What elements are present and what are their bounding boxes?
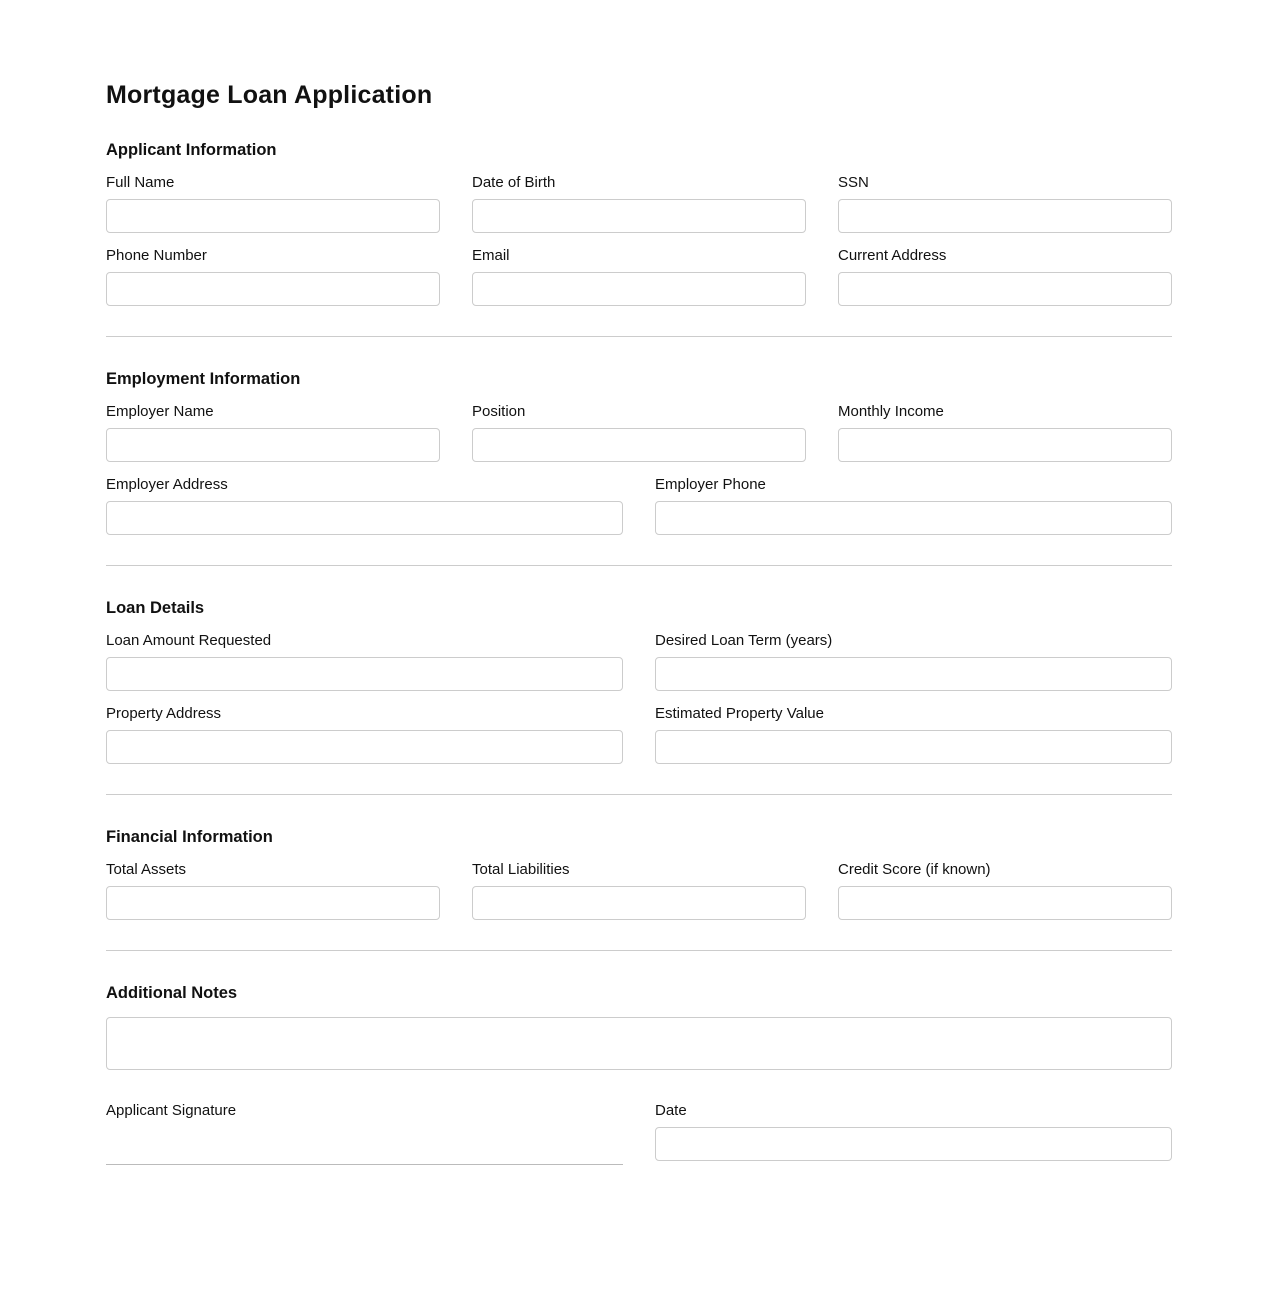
section-loan-details [106, 599, 1172, 764]
employer-phone-input[interactable] [655, 501, 1172, 535]
credit-score-input[interactable] [838, 886, 1172, 920]
section-applicant-information [106, 141, 1172, 306]
email-label: Email [472, 247, 510, 264]
employer-phone-field [655, 476, 1172, 535]
section-divider [106, 336, 1172, 337]
date-of-birth-input[interactable] [472, 199, 806, 233]
loan-row-1 [106, 632, 1172, 691]
total-liabilities-input[interactable] [472, 886, 806, 920]
employer-name-field [106, 403, 440, 462]
monthly-income-label: Monthly Income [838, 403, 944, 420]
date-of-birth-field [472, 174, 806, 233]
employment-information-heading: Employment Information [106, 370, 301, 388]
email-field [472, 247, 806, 306]
financial-information-heading: Financial Information [106, 828, 273, 846]
section-divider [106, 794, 1172, 795]
page-title: Mortgage Loan Application [106, 81, 433, 109]
monthly-income-input[interactable] [838, 428, 1172, 462]
email-input[interactable] [472, 272, 806, 306]
section-financial-information [106, 828, 1172, 920]
phone-number-label: Phone Number [106, 247, 207, 264]
full-name-label: Full Name [106, 174, 175, 191]
monthly-income-field [838, 403, 1172, 462]
loan-amount-label: Loan Amount Requested [106, 632, 272, 649]
employer-name-input[interactable] [106, 428, 440, 462]
date-input[interactable] [655, 1127, 1172, 1161]
property-value-label: Estimated Property Value [655, 705, 824, 722]
date-of-birth-label: Date of Birth [472, 174, 556, 191]
total-liabilities-label: Total Liabilities [472, 861, 570, 878]
phone-number-input[interactable] [106, 272, 440, 306]
position-field [472, 403, 806, 462]
employer-address-input[interactable] [106, 501, 623, 535]
form-container [106, 0, 1172, 1165]
total-liabilities-field [472, 861, 806, 920]
applicant-information-heading: Applicant Information [106, 141, 277, 159]
section-additional-notes [106, 984, 1172, 1070]
total-assets-input[interactable] [106, 886, 440, 920]
phone-number-field [106, 247, 440, 306]
loan-amount-input[interactable] [106, 657, 623, 691]
current-address-field [838, 247, 1172, 306]
loan-amount-field [106, 632, 623, 691]
loan-term-input[interactable] [655, 657, 1172, 691]
applicant-row-1 [106, 174, 1172, 233]
loan-row-2 [106, 705, 1172, 764]
ssn-label: SSN [838, 174, 869, 191]
employer-address-field [106, 476, 623, 535]
additional-notes-textarea[interactable] [106, 1017, 1172, 1070]
employer-address-label: Employer Address [106, 476, 228, 493]
section-divider [106, 565, 1172, 566]
credit-score-label: Credit Score (if known) [838, 861, 991, 878]
property-value-input[interactable] [655, 730, 1172, 764]
ssn-field [838, 174, 1172, 233]
total-assets-field [106, 861, 440, 920]
full-name-field [106, 174, 440, 233]
property-address-field [106, 705, 623, 764]
position-input[interactable] [472, 428, 806, 462]
section-divider [106, 950, 1172, 951]
loan-term-label: Desired Loan Term (years) [655, 632, 833, 649]
property-address-input[interactable] [106, 730, 623, 764]
loan-details-heading: Loan Details [106, 599, 205, 617]
date-field [655, 1102, 1172, 1165]
signature-line[interactable] [106, 1127, 623, 1165]
position-label: Position [472, 403, 526, 420]
property-value-field [655, 705, 1172, 764]
current-address-input[interactable] [838, 272, 1172, 306]
employer-phone-label: Employer Phone [655, 476, 766, 493]
employer-name-label: Employer Name [106, 403, 214, 420]
loan-term-field [655, 632, 1172, 691]
section-employment-information [106, 370, 1172, 535]
employment-row-1 [106, 403, 1172, 462]
applicant-signature-field [106, 1102, 623, 1165]
financial-row-1 [106, 861, 1172, 920]
signature-date-row [106, 1102, 1172, 1165]
additional-notes-heading: Additional Notes [106, 984, 238, 1002]
current-address-label: Current Address [838, 247, 947, 264]
credit-score-field [838, 861, 1172, 920]
date-label: Date [655, 1102, 687, 1119]
applicant-signature-label: Applicant Signature [106, 1102, 237, 1119]
full-name-input[interactable] [106, 199, 440, 233]
property-address-label: Property Address [106, 705, 222, 722]
total-assets-label: Total Assets [106, 861, 187, 878]
ssn-input[interactable] [838, 199, 1172, 233]
applicant-row-2 [106, 247, 1172, 306]
employment-row-2 [106, 476, 1172, 535]
